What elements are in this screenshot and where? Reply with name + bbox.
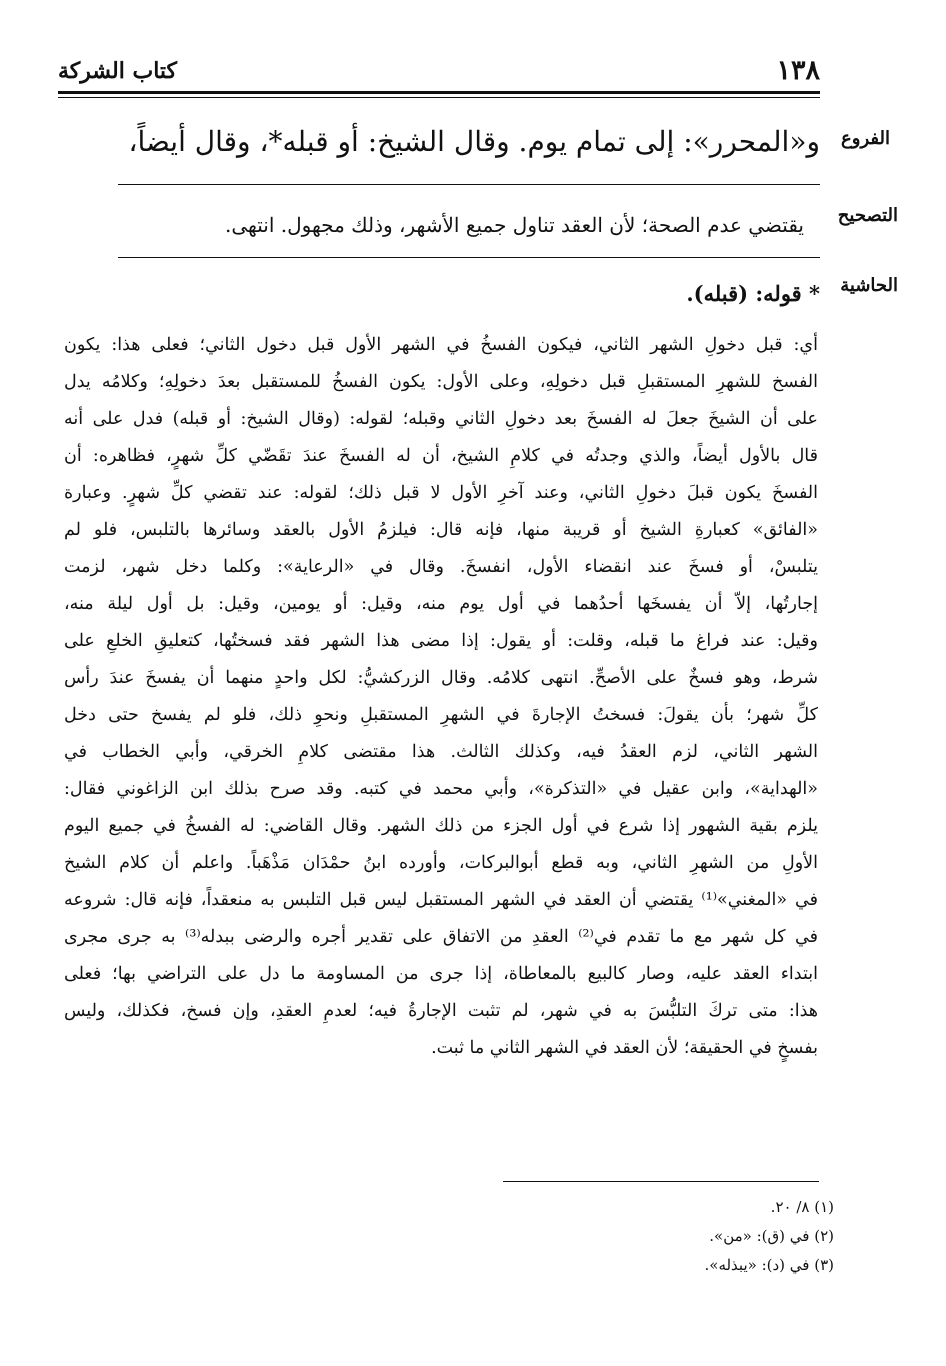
running-title: كتاب الشركة: [58, 58, 178, 84]
body-line: الأولِ من الشهرِ الثاني، وبه قطع أبوالبركات، وأورده ابنُ حمْدَان مَذْهَباً. واعلم أن كلام الشيخ: [64, 853, 818, 873]
body-line: وقيل: عند فراغ ما قبله، وقلت: أو يقول: إذا مضى هذا الشهر فقد فسختُها، كتعليقِ الخلعِ على: [64, 631, 818, 651]
body-line: «الهداية»، وابن عقيل في «التذكرة»، وأبي محمد في كتبه. وقد صرح بذلك ابن الزاغوني فقال:: [64, 779, 818, 799]
body-line: «الفائق» كعبارةِ الشيخ أو قريبة منها، فإنه قال: فيلزمُ الأول بالعقد وسائرها بالتلبس، فلو لم: [64, 520, 818, 540]
footnote-item: (١) ٨/ ٢٠.: [770, 1198, 834, 1216]
body-line: ابتداء العقد عليه، وصار كالبيع بالمعاطاة، إذا جرى من المساومة ما دل على التراضي بها؛ فعلى: [64, 964, 818, 984]
tashih-label: التصحيح: [837, 205, 898, 226]
commentary-body: [64, 327, 818, 1067]
furu-label: الفروع: [841, 128, 890, 149]
body-line: قال بالأول أيضاً، والذي وجدتُه في كلامِ الشيخ، أن له الفسخَ عندَ تقَضّي كلِّ شهرٍ، فظاهره: أن: [64, 446, 818, 466]
page-number: ١٣٨: [776, 55, 820, 86]
footnote-divider: [503, 1181, 819, 1182]
hashiya-label: الحاشية: [840, 275, 898, 296]
body-line: كلِّ شهر؛ بأن يقولَ: فسختُ الإجارةَ في الشهرِ المستقبلِ ونحوِ ذلك، فلو لم يفسخ حتى دخل: [64, 705, 818, 725]
body-line: إجارتُها، إلاّ أن يفسخَها أحدُهما في أول يوم منه، وقيل: أو يومين، وقيل: بل أول ليلة منه،: [64, 594, 818, 614]
section-divider-tashih: [118, 257, 820, 258]
body-line: هذا: متى تركَ التلبُّسَ به في شهر، لم تثبت الإجارةُ فيه؛ لعدمِ العقدِ، وإن فسخ، فكذلك، وليس: [64, 1001, 818, 1021]
body-line: يتلبسْ، أو فسخَ عند انقضاء الأول، انفسخَ. وقال في «الرعاية»: وكلما دخل شهر، لزمت: [64, 557, 818, 577]
footnotes: [705, 1193, 835, 1280]
furu-text: و«المحرر»: إلى تمام يوم. وقال الشيخ: أو قبله*، وقال أيضاً،: [128, 125, 820, 158]
body-line: الشهر الثاني، لزم العقدُ فيه، وكذلك الثالث. هذا مقتضى كلامِ الخرقي، وأبي الخطاب في: [64, 742, 818, 762]
footnote-item: (٢) في (ق): «من».: [709, 1227, 834, 1245]
header-rule-thin: [58, 97, 820, 98]
body-line: على أن الشيخَ جعلَ له الفسخَ بعد دخولِ الثاني وقبله؛ لقوله: (وقال الشيخ: أو قبله) فدل على أنه: [64, 409, 818, 429]
section-divider-furu: [118, 184, 820, 185]
body-line: شرط، وهو فسخٌ على الأصحِّ. انتهى كلامُه. وقال الزركشيُّ: لكل واحدٍ منهما أن يفسخَ عندَ رأس: [64, 668, 818, 688]
body-line: في كل شهر مع ما تقدم في⁽²⁾ العقدِ من الاتفاق على تقدير أجره والرضى ببدله⁽³⁾ به جرى مجرى: [64, 927, 818, 947]
header-rule: [58, 91, 820, 94]
footnote-item: (٣) في (د): «يبذله».: [704, 1256, 834, 1274]
body-line: أي: قبل دخولِ الشهر الثاني، فيكون الفسخُ في الشهر الأول قبل دخول الثاني؛ فعلى هذا: يكون: [64, 335, 818, 355]
body-line: بفسخٍ في الحقيقة؛ لأن العقد في الشهر الثاني ما ثبت.: [431, 1038, 818, 1058]
body-line: الفسخ للشهرِ المستقبلِ قبل دخولِهِ، وعلى الأول: يكون الفسخُ للمستقبل بعدَ دخولِهِ؛ وكلامُه يدل: [64, 372, 818, 392]
hashiya-heading: * قوله: (قبله).: [686, 281, 820, 306]
body-line: الفسخَ يكون قبلَ دخولِ الثاني، وعند آخرِ الأول لا قبل ذلك؛ لقوله: عند تقضي كلِّ شهرٍ. وعبارة: [64, 483, 818, 503]
page-header: [58, 56, 820, 90]
body-line: يلزم بقية الشهور إذا شرع في أول الجزء من ذلك الشهر. وقال القاضي: له الفسخُ في جميع اليوم: [64, 816, 818, 836]
body-line: في «المغني»⁽¹⁾ يقتضي أن العقد في الشهر المستقبل ليس قبل التلبس به منعقداً، فإنه قال: شروعه: [64, 890, 818, 910]
tashih-text: يقتضي عدم الصحة؛ لأن العقد تناول جميع الأشهر، وذلك مجهول. انتهى.: [224, 213, 804, 237]
